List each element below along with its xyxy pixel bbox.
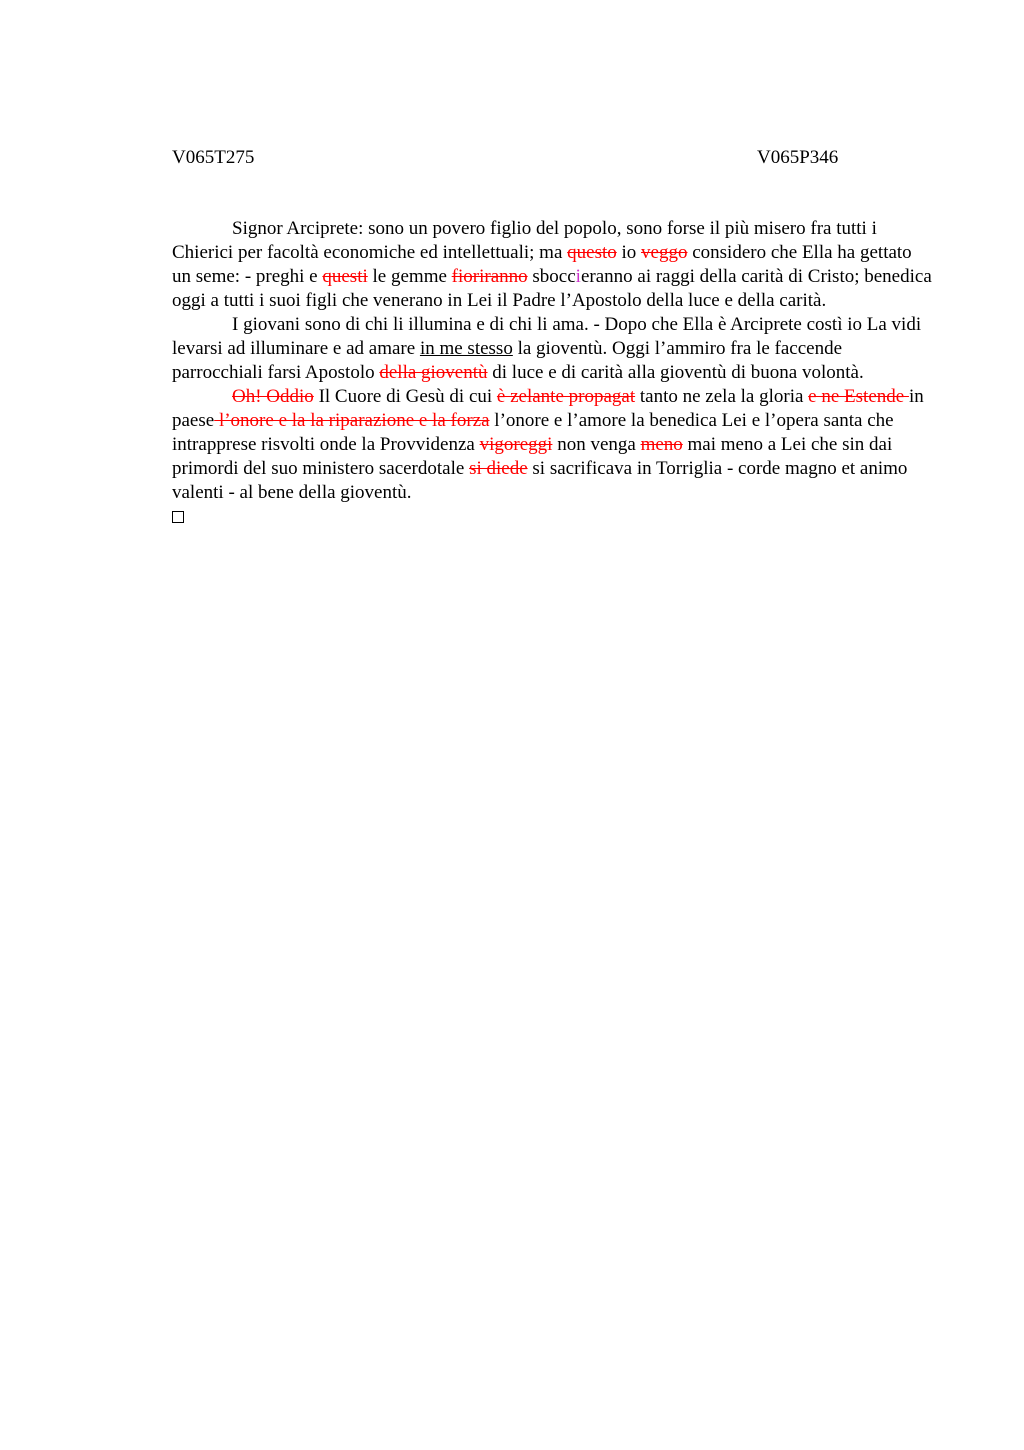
deleted-text: l’onore e la la riparazione e la forza <box>214 410 490 431</box>
deleted-text: veggo <box>641 242 688 263</box>
text-run: di luce e di carità alla gioventù di buona volontà. <box>487 362 864 383</box>
text-run: le gemme <box>367 266 452 287</box>
text-run: considero che Ella ha gettato un seme: - preghi e <box>172 242 912 287</box>
header-right-code: V065P346 <box>757 147 839 168</box>
text-run: tanto ne zela la gloria <box>635 386 809 407</box>
text-run: eranno ai raggi della carità di Cristo; benedica oggi a tutti i suoi figli che venerano in Lei il Padre l’Apostolo della luce e della carità. <box>172 266 932 311</box>
text-run: Il Cuore di Gesù di cui <box>313 386 497 407</box>
text-run: Signor Arciprete: sono un povero figlio del popolo, sono forse il più misero fra tutti i Chierici per facoltà economiche ed intellettuali; ma <box>172 218 877 263</box>
deleted-text: si diede <box>469 458 528 479</box>
paragraph-1 <box>172 217 932 313</box>
deleted-text: della gioventù <box>379 362 488 383</box>
deleted-text: vigoreggi <box>479 434 553 455</box>
document-body <box>172 217 932 530</box>
end-marker <box>172 505 932 530</box>
deleted-text: questo <box>567 242 617 263</box>
inserted-letter: i <box>575 266 581 287</box>
paragraph-3 <box>172 385 932 505</box>
text-run: non venga <box>552 434 641 455</box>
text-run: la gioventù. Oggi l’ammiro fra le faccende parrocchiali farsi Apostolo <box>172 338 843 383</box>
deleted-text: fioriranno <box>451 266 528 287</box>
text-run: si sacrificava in Torriglia - corde magno et animo valenti - al bene della gioventù. <box>172 458 908 503</box>
deleted-text: questi <box>322 266 368 287</box>
deleted-text: è zelante propagat <box>496 386 636 407</box>
text-run: sbocc <box>527 266 576 287</box>
text-run: mai meno a Lei che sin dai primordi del suo ministero sacerdotale <box>172 434 893 479</box>
paragraph-2 <box>172 313 932 385</box>
text-run: I giovani sono di chi li illumina e di chi li ama. - Dopo che Ella è Arciprete costì io La vidi levarsi ad illuminare e ad amare <box>172 314 922 359</box>
text-run: in paese <box>172 386 924 431</box>
deleted-text: Oh! Oddio <box>232 386 314 407</box>
text-run: io <box>616 242 642 263</box>
square-outline-icon <box>172 511 184 523</box>
deleted-text: e ne Estende <box>808 386 909 407</box>
text-run: l’onore e l’amore la benedica Lei e l’opera santa che intrapprese risvolti onde la Provvidenza <box>172 410 894 455</box>
deleted-text: meno <box>640 434 683 455</box>
header-left-code: V065T275 <box>172 147 255 168</box>
underlined-text: in me stesso <box>419 338 513 359</box>
